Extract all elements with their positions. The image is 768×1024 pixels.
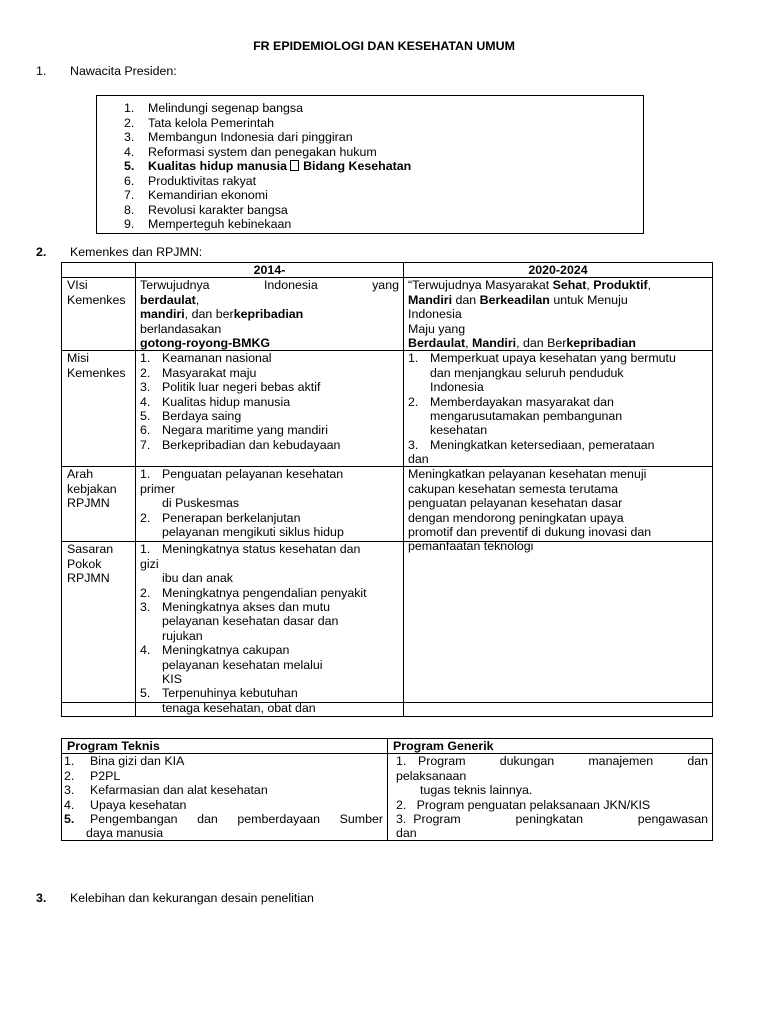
list-item: 5. Berdaya saing bbox=[140, 409, 242, 424]
row-label: Arah kebjakan RPJMN bbox=[62, 467, 136, 542]
list-item: 4. Upaya kesehatan bbox=[64, 797, 187, 812]
header-2020-2024: 2020-2024 bbox=[404, 263, 713, 278]
row-label: VIsi Kemenkes bbox=[62, 278, 136, 351]
list-item: 5. Pengembangan dan pemberdayaan Sumber bbox=[64, 812, 383, 827]
kemenkes-rpjmn-table bbox=[61, 262, 713, 717]
sasaran-2014-cell: 1. Meningkatnya status kesehatan dan gizi ibu dan anak 2. Meningkatnya pengendalian penyakit 3. Meningkatnya akses dan mutu pelayanan kesehatan dasar dan rujukan 4. Meningkatnya cakupan pelayanan kesehatan melalui KIS 5. Terpenuhinya kebutuhan tenaga kesehatan, obat dan bbox=[136, 542, 404, 703]
table-header-row bbox=[62, 739, 713, 754]
list-item: 1. Penguatan pelayanan kesehatan bbox=[140, 467, 344, 482]
header-program-generik: Program Generik bbox=[388, 739, 713, 754]
list-item: 2. P2PL bbox=[64, 768, 121, 783]
list-item: 2. Meningkatnya pengendalian penyakit bbox=[140, 585, 367, 600]
arah-2020-cell: Meningkatkan pelayanan kesehatan menuji cakupan kesehatan semesta terutama penguatan pelayanan kesehatan dasar dengan mendorong peningkatan upaya promotif dan preventif di dukung inovasi dan pemanfaatan teknologi bbox=[404, 467, 713, 542]
empty-cell bbox=[404, 703, 713, 717]
table-row-arah bbox=[62, 467, 713, 542]
list-item: 1. Keamanan nasional bbox=[140, 351, 272, 366]
table-row-misi bbox=[62, 351, 713, 467]
section-1-heading bbox=[36, 64, 177, 78]
program-generik-cell: 1. Program dukungan manajemen dan pelaksanaan tugas teknis lainnya. 2. Program penguatan pelaksanaan JKN/KIS 3. Program peningkatan pengawasan dan bbox=[388, 754, 713, 841]
list-item: 9. Memperteguh kebinekaan bbox=[124, 217, 292, 231]
list-item: 8. Revolusi karakter bangsa bbox=[124, 202, 288, 217]
section-3-heading bbox=[36, 891, 314, 905]
list-item: 1. Program dukungan manajemen dan bbox=[396, 754, 708, 769]
list-item-highlighted: 5. Kualitas hidup manusia Bidang Kesehatan bbox=[124, 159, 412, 173]
table-row-visi bbox=[62, 278, 713, 351]
arah-2014-cell: 1. Penguatan pelayanan kesehatan primer di Puskesmas 2. Penerapan berkelanjutan pelayanan mengikuti siklus hidup bbox=[136, 467, 404, 542]
square-glyph-icon bbox=[290, 160, 299, 171]
program-teknis-cell: 1. Bina gizi dan KIA 2. P2PL 3. Kefarmasian dan alat kesehatan 4. Upaya kesehatan 5. Pengembangan dan pemberdayaan Sumber daya manusia bbox=[62, 754, 388, 841]
table-row bbox=[62, 754, 713, 841]
visi-2020-cell: “Terwujudnya Masyarakat Sehat, Produktif, Mandiri dan Berkeadilan untuk Menuju Indonesia Maju yang Berdaulat, Mandiri, dan Berkepribadian bbox=[404, 278, 713, 351]
section-label: Kemenkes dan RPJMN: bbox=[70, 245, 203, 259]
nawacita-box bbox=[96, 95, 644, 234]
list-item: 2. Masyarakat maju bbox=[140, 365, 257, 380]
section-number: 2. bbox=[36, 245, 47, 259]
section-2-heading bbox=[36, 245, 202, 259]
row-label: Misi Kemenkes bbox=[62, 351, 136, 467]
list-item: 4. Meningkatnya cakupan bbox=[140, 643, 290, 658]
table-header-row bbox=[62, 263, 713, 278]
list-item: 3. Kefarmasian dan alat kesehatan bbox=[64, 783, 268, 798]
list-item: 2. Memberdayakan masyarakat dan bbox=[408, 394, 614, 409]
table-row-sasaran bbox=[62, 542, 713, 703]
header-empty bbox=[62, 263, 136, 278]
list-item: 1. Melindungi segenap bangsa bbox=[124, 101, 304, 115]
list-item: 5. Terpenuhinya kebutuhan bbox=[140, 686, 298, 701]
nawacita-list bbox=[97, 96, 643, 232]
list-item: 6. Produktivitas rakyat bbox=[124, 173, 257, 188]
section-label: Kelebihan dan kekurangan desain penelitian bbox=[70, 891, 314, 905]
list-item: 4. Reformasi system dan penegakan hukum bbox=[124, 144, 377, 159]
list-item: 1. Bina gizi dan KIA bbox=[64, 754, 185, 769]
list-item: 2. Penerapan berkelanjutan bbox=[140, 510, 301, 525]
list-item: 3. Meningkatnya akses dan mutu bbox=[140, 600, 331, 615]
list-item: 6. Negara maritime yang mandiri bbox=[140, 423, 328, 438]
list-item: 1. Memperkuat upaya kesehatan yang bermutu bbox=[408, 351, 676, 366]
section-number: 1. bbox=[36, 64, 47, 78]
list-item: 3. Membangun Indonesia dari pinggiran bbox=[124, 130, 353, 144]
page-title: FR EPIDEMIOLOGI DAN KESEHATAN UMUM bbox=[253, 39, 515, 53]
list-item: 2. Tata kelola Pemerintah bbox=[124, 115, 275, 130]
program-table bbox=[61, 738, 713, 841]
header-2014: 2014- bbox=[136, 263, 404, 278]
list-item: 7. Berkepribadian dan kebudayaan bbox=[140, 437, 341, 452]
visi-2014-cell: Terwujudnya Indonesia yang berdaulat, mandiri, dan berkepribadian berlandasakan gotong-royong-BMKG bbox=[136, 278, 404, 351]
misi-2020-cell: 1. Memperkuat upaya kesehatan yang bermutu dan menjangkau seluruh penduduk Indonesia 2. Memberdayakan masyarakat dan mengarusutamakan pembangunan kesehatan 3. Meningkatkan ketersediaan, pemerataan dan bbox=[404, 351, 713, 467]
row-label: Sasaran Pokok RPJMN bbox=[62, 542, 136, 703]
list-item: 1. Meningkatnya status kesehatan dan bbox=[140, 542, 361, 557]
list-item: 3. Politik luar negeri bebas aktif bbox=[140, 380, 321, 395]
list-item: 4. Kualitas hidup manusia bbox=[140, 394, 291, 409]
misi-2014-cell bbox=[136, 351, 404, 467]
list-item: 7. Kemandirian ekonomi bbox=[124, 188, 268, 202]
list-item: 3. Meningkatkan ketersediaan, pemerataan bbox=[408, 437, 655, 452]
header-program-teknis: Program Teknis bbox=[62, 739, 388, 754]
section-number: 3. bbox=[36, 891, 47, 905]
section-label: Nawacita Presiden: bbox=[70, 64, 177, 78]
empty-cell bbox=[62, 703, 136, 717]
sasaran-2020-cell bbox=[404, 542, 713, 703]
